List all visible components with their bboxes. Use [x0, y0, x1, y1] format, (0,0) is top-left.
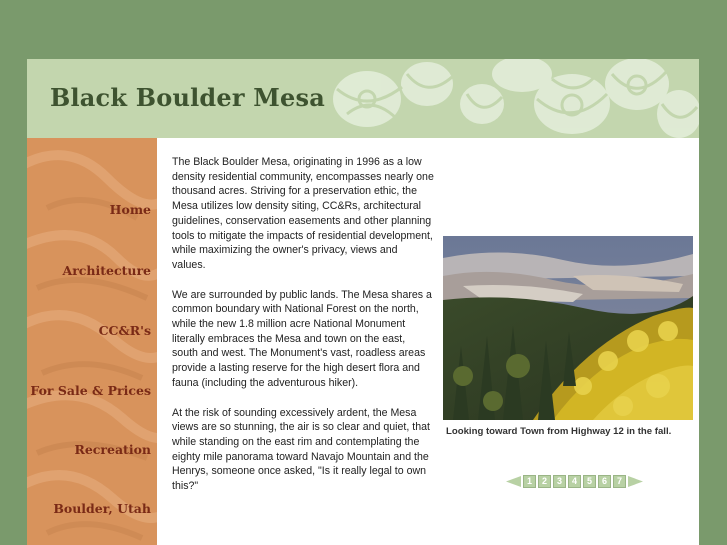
site-title: Black Boulder Mesa [50, 83, 325, 112]
main-content [172, 155, 434, 509]
photo-caption: Looking toward Town from Highway 12 in the fall. [446, 426, 672, 437]
nav-item-for-sale-prices[interactable]: For Sale & Prices [30, 383, 151, 398]
page-button-5[interactable]: 5 [583, 475, 596, 488]
sidebar-nav [27, 138, 157, 545]
nav-item-recreation[interactable]: Recreation [74, 442, 151, 457]
page-button-6[interactable]: 6 [598, 475, 611, 488]
photo-pager [505, 475, 644, 488]
landscape-photo [443, 236, 693, 420]
swirl-pattern-decoration [27, 138, 157, 545]
page-button-3[interactable]: 3 [553, 475, 566, 488]
page-button-1[interactable]: 1 [523, 475, 536, 488]
right-arrow-icon[interactable] [627, 475, 644, 488]
nav-item-boulder-utah[interactable]: Boulder, Utah [53, 501, 151, 516]
public-lands-paragraph: We are surrounded by public lands. The Mesa shares a common boundary with National Forest on the north, while the new 1.8 million acre National Monument literally embraces the Mesa and town on the east, south and west. The Monument's vast, roadless areas provide a lasting reserve for the high desert flora and fauna (including the adventurous hiker). [172, 288, 432, 389]
page-frame [27, 59, 699, 545]
left-arrow-icon[interactable] [505, 475, 522, 488]
leaf-pattern-decoration [307, 59, 699, 138]
nav-item-ccrs[interactable]: CC&R's [98, 323, 151, 338]
views-paragraph: At the risk of sounding excessively ardent, the Mesa views are so stunning, the air is so clear and quiet, that while standing on the east rim and contemplating the eighty mile panorama toward Navajo Mountain and the Henrys, someone once asked, "Is it really legal to own this?" [172, 406, 430, 493]
nav-item-home[interactable]: Home [109, 202, 151, 217]
nav-item-architecture[interactable]: Architecture [62, 263, 151, 278]
page-button-7[interactable]: 7 [613, 475, 626, 488]
page-button-4[interactable]: 4 [568, 475, 581, 488]
page-button-2[interactable]: 2 [538, 475, 551, 488]
intro-paragraph: The Black Boulder Mesa, originating in 1996 as a low density residential community, encompasses nearly one thousand acres. Striving for a preservation ethic, the Mesa utilizes low density siting, CC&Rs, architectural guidelines, conservation easements and other planning tools to mitigate the impacts of residential development, while maximizing the owner's privacy, views and values. [172, 156, 434, 271]
site-header [27, 59, 699, 138]
